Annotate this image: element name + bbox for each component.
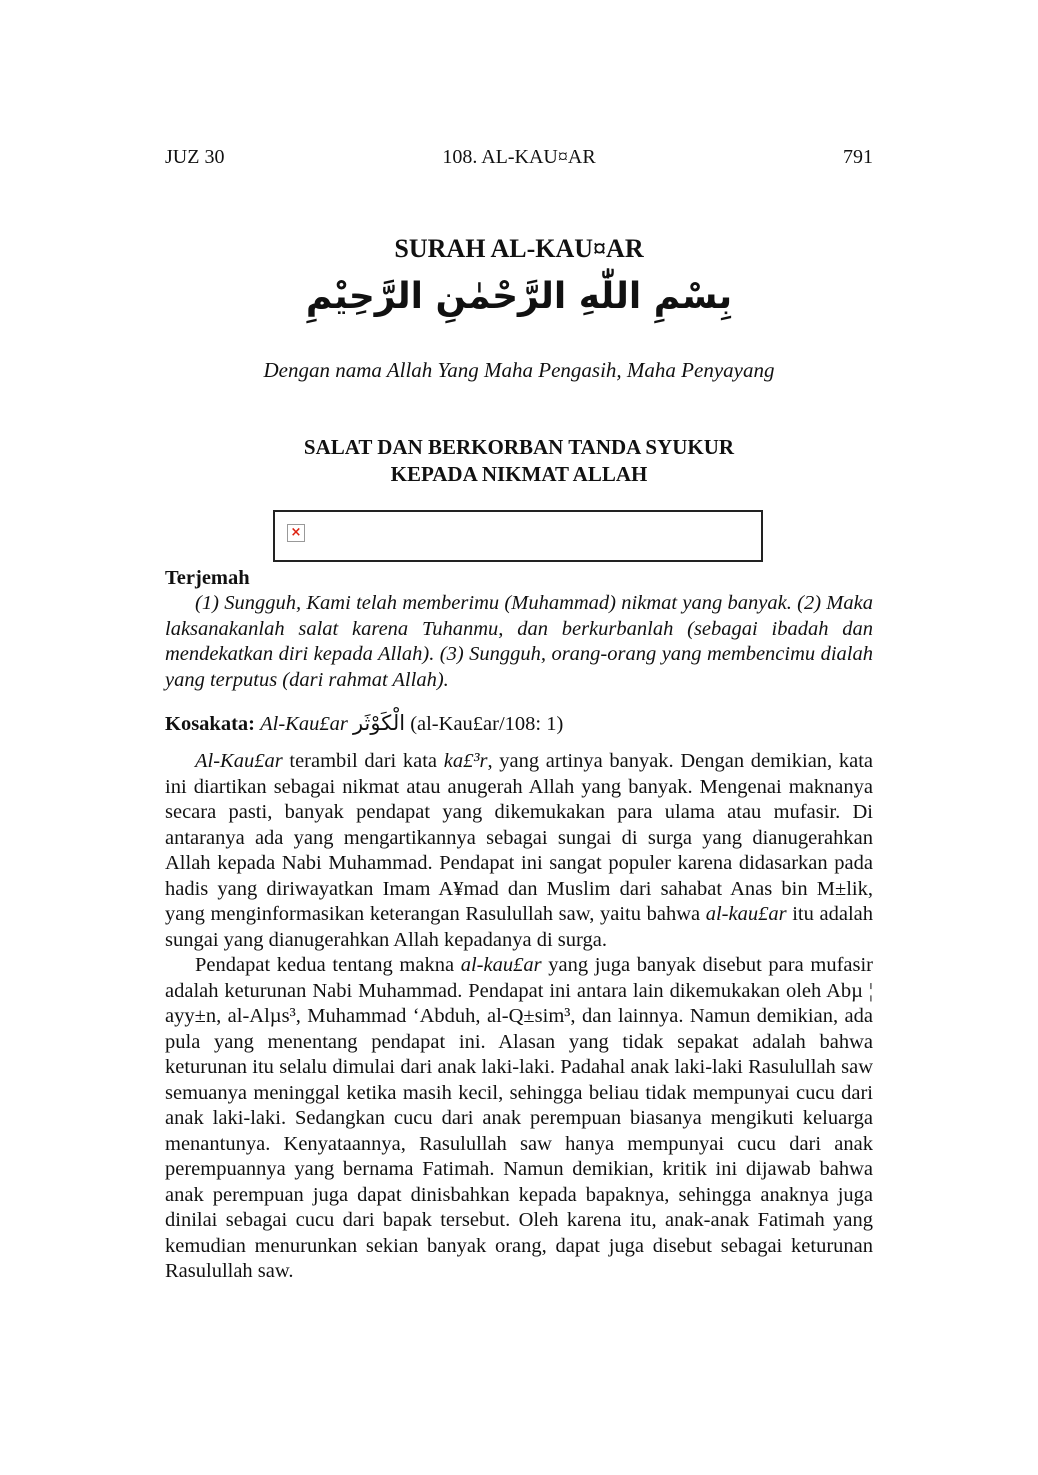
paragraph-2-text-b: yang juga banyak disebut para mufasir adalah keturunan Nabi Muhammad. Pendapat ini antara lain dikemukakan oleh Abµ ¦ ayy±n, al-Alµs³, Muhammad ‘Abduh, al-Q±sim³, dan lainnya. Namun demikian, ada pula yang menentang pendapat ini. Alasan yang tidak sepakat adalah bahwa keturunan itu selalu dimulai dari anak laki-laki. Padahal anak laki-laki Rasulullah saw semuanya meninggal ketika masih kecil, sehingga beliau tidak mempunyai cucu dari anak laki-laki. Sedangkan cucu dari anak perempuan biasanya mengikuti keluarga menantunya. Kenyataannya, Rasulullah saw hanya mempunyai cucu dari anak perempuannya yang bernama Fatimah. Namun demikian, kritik ini dijawab bahwa anak perempuan juga dapat dinisbahkan kepada bapaknya, sehingga anaknya juga dinilai sebagai cucu dari bapak tersebut. Oleh karena itu, anak-anak Fatimah yang kemudian menurunkan sekian banyak orang, dapat juga disebut sebagai keturunan Rasulullah saw. — [165, 954, 873, 1282]
paragraph-1-term: Al-Kau£ar — [195, 750, 283, 772]
basmalah-calligraphy: بِسْمِ اللّٰهِ الرَّحْمٰنِ الرَّحِيْمِ — [305, 276, 733, 317]
paragraph-1 — [165, 749, 873, 953]
paragraph-1-text-b: , yang artinya banyak. Dengan demikian, kata ini diartikan sebagai nikmat atau anugerah Allah yang banyak. Mengenai maknanya secara pasti, banyak pendapat yang dikemukakan para ulama atau mufasir. Di antaranya ada yang mengartikannya sebagai sungai di surga yang dianugerahkan Allah kepada Nabi Muhammad. Pendapat ini sangat populer karena didasarkan pada hadis yang diriwayatkan Imam A¥mad dan Muslim dari sahabat Anas bin M±lik, yang menginformasikan keterangan Rasulullah saw, yaitu bahwa — [165, 750, 873, 925]
kosakata-reference: (al-Kau£ar/108: 1) — [410, 713, 564, 735]
paragraph-1-root: ka£³r — [443, 750, 488, 772]
basmalah-translation: Dengan nama Allah Yang Maha Pengasih, Maha Penyayang — [263, 358, 775, 382]
section-heading-line-2: KEPADA NIKMAT ALLAH — [390, 462, 648, 486]
paragraph-2-text-a: Pendapat kedua tentang makna — [195, 954, 461, 976]
kosakata-arabic: الْكَوْثَر — [352, 711, 406, 735]
surah-running-title: 108. AL-KAU¤AR — [442, 146, 596, 168]
running-header — [165, 146, 873, 172]
kosakata-label: Kosakata: — [165, 713, 255, 735]
terjemah-text — [165, 591, 873, 693]
verse-image-placeholder — [273, 510, 763, 562]
paragraph-1-text-a: terambil dari kata — [282, 750, 444, 772]
kosakata-term: Al-Kau£ar — [260, 713, 348, 735]
paragraph-2-term: al-kau£ar — [460, 954, 542, 976]
paragraph-2 — [165, 953, 873, 1285]
broken-image-icon: × — [287, 524, 305, 542]
section-heading — [0, 434, 1038, 488]
section-heading-line-1: SALAT DAN BERKORBAN TANDA SYUKUR — [303, 435, 735, 459]
surah-title: SURAH AL-KAU¤AR — [394, 234, 644, 263]
terjemah-heading: Terjemah — [165, 567, 250, 589]
terjemah-paragraph: (1) Sungguh, Kami telah memberimu (Muhammad) nikmat yang banyak. (2) Maka laksanakanlah salat karena Tuhanmu, dan berkurbanlah (sebagai ibadah dan mendekatkan diri kepada Allah). (3) Sungguh, orang-orang yang membencimu dialah yang terputus (dari rahmat Allah). — [165, 592, 873, 691]
juz-label: JUZ 30 — [165, 146, 225, 168]
paragraph-1-text-c: itu adalah sungai yang dianugerahkan Allah kepadanya di surga. — [165, 903, 873, 951]
body-text — [165, 749, 873, 1285]
page-number: 791 — [843, 146, 873, 168]
paragraph-1-term-2: al-kau£ar — [705, 903, 787, 925]
kosakata-line — [165, 711, 873, 738]
